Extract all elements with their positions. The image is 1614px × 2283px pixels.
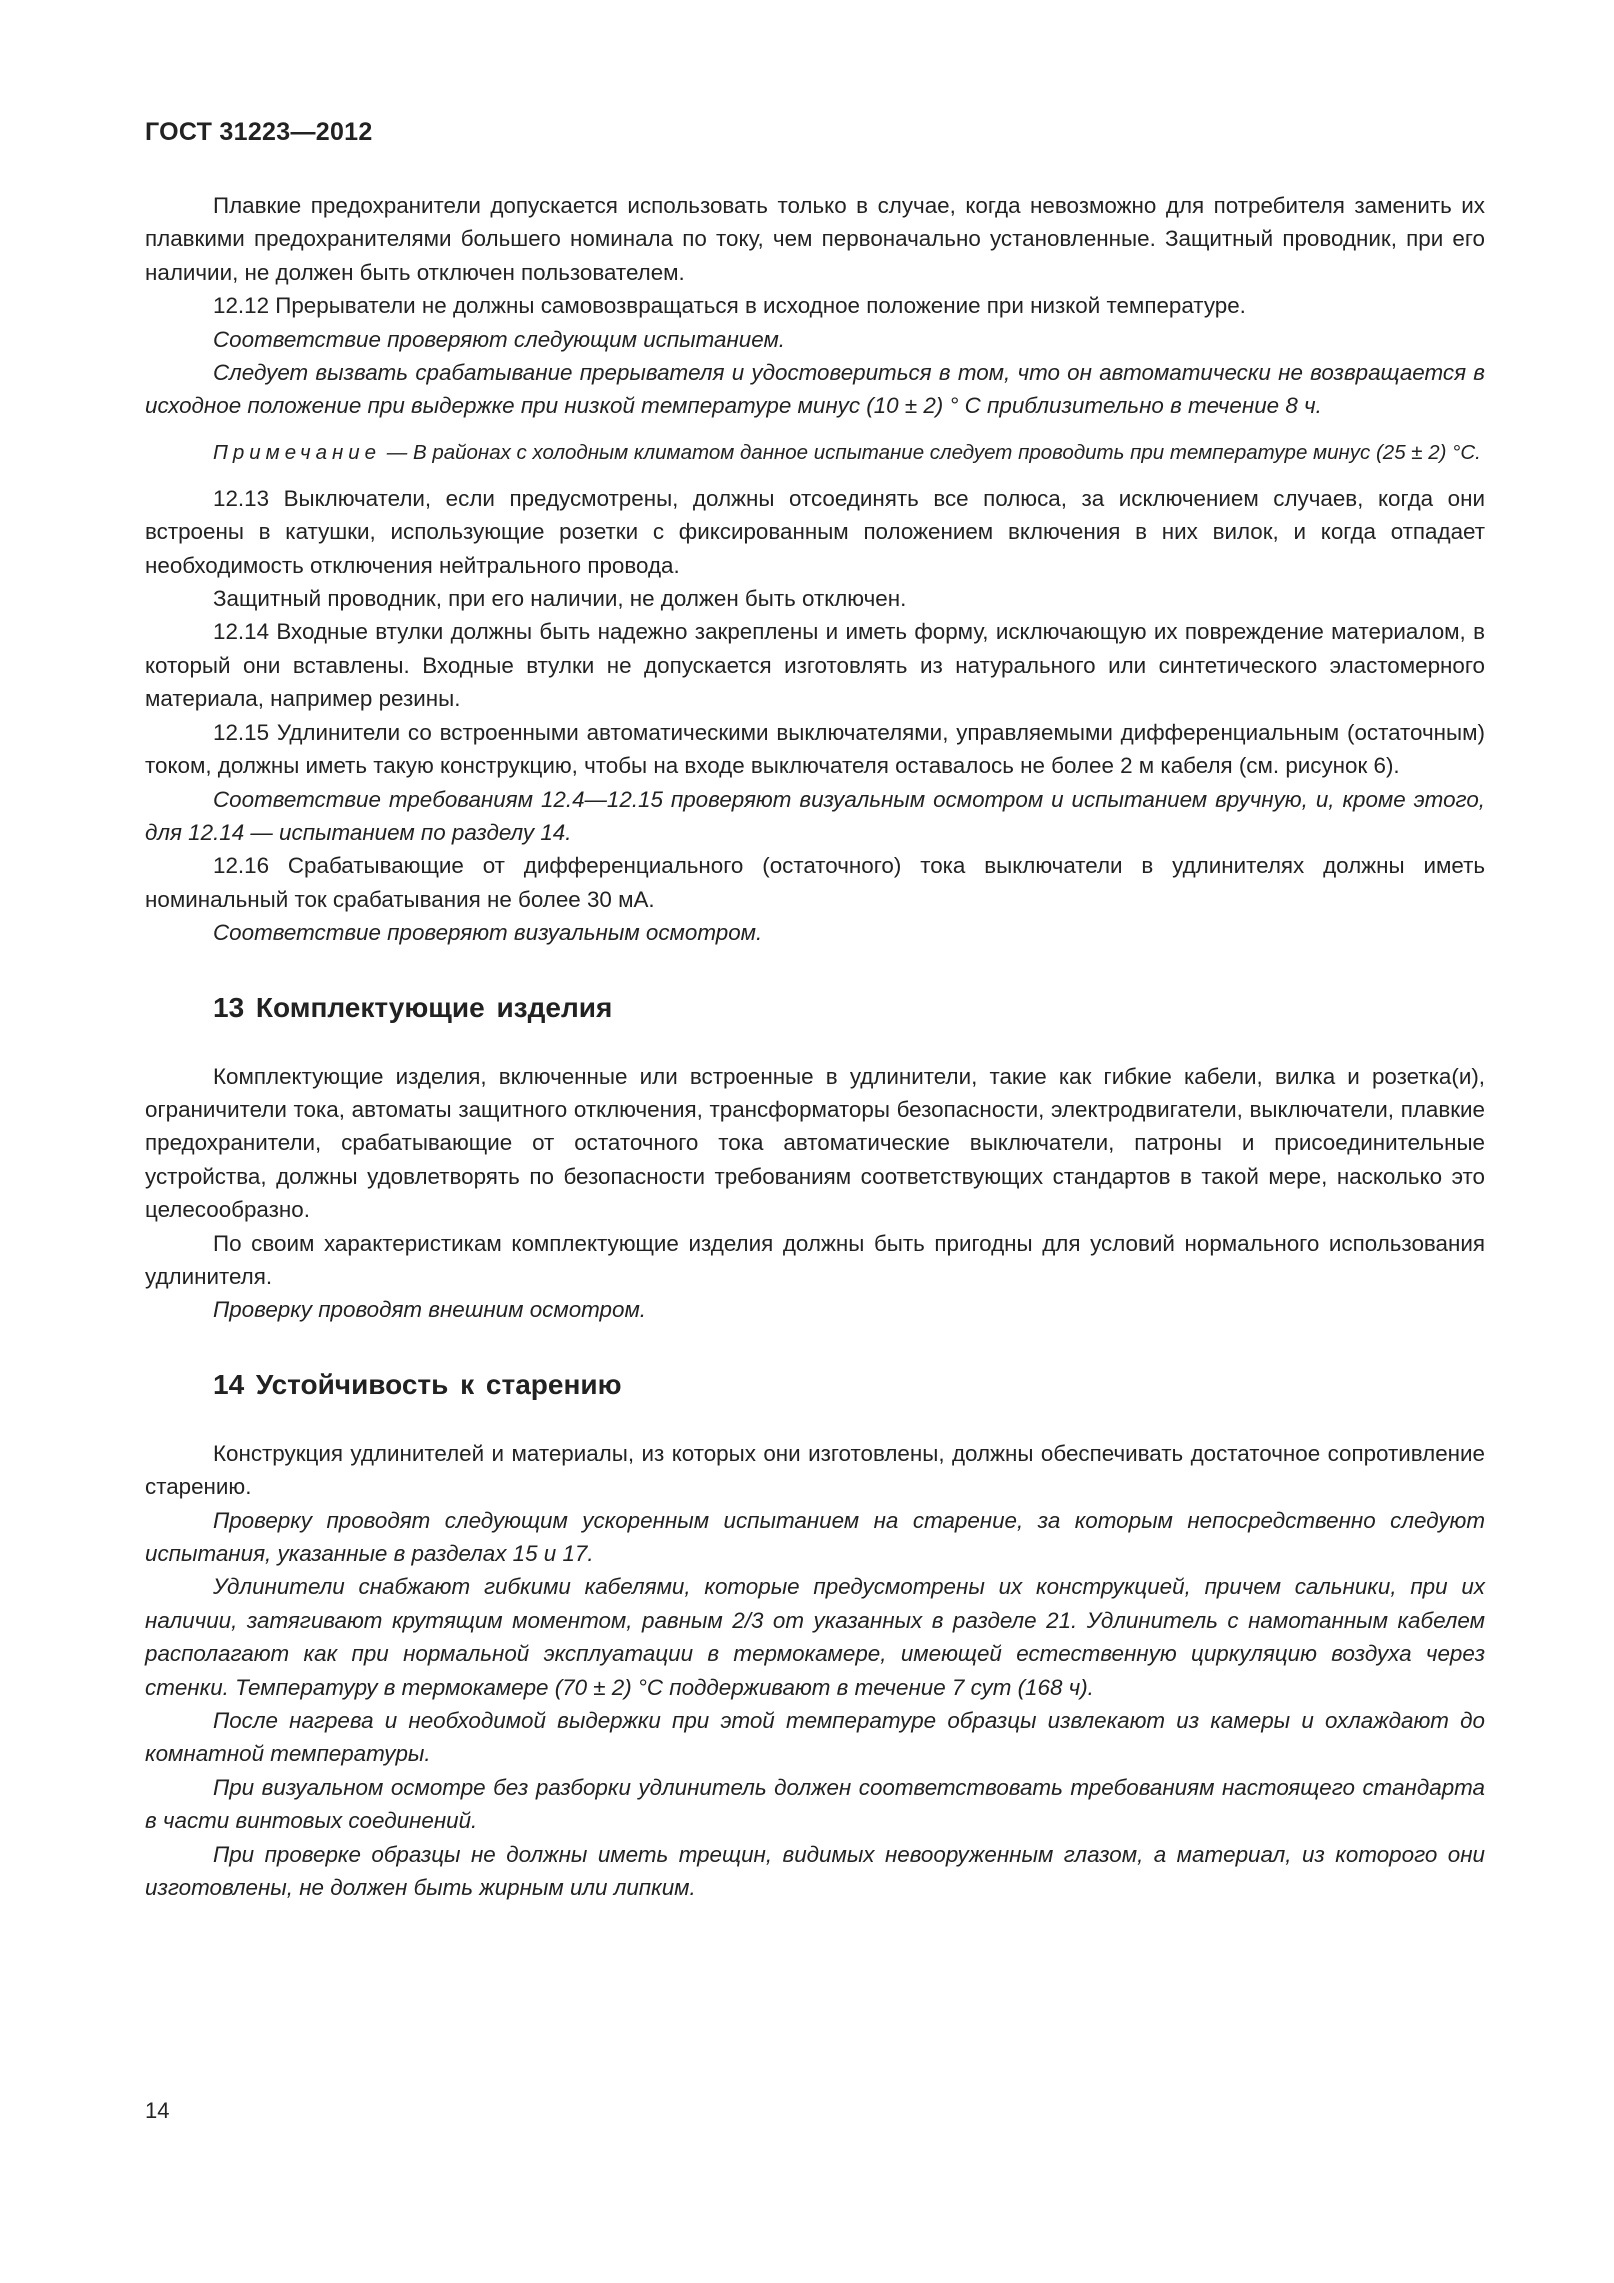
paragraph: Комплектующие изделия, включенные или встроенные в удлинители, такие как гибкие кабели, вилка и розетка(и), ограничители тока, автоматы защитного отключения, трансформаторы безопасности, электродвигатели, выключатели, плавкие предохранители, срабатывающие от остаточного тока автоматические выключатели, патроны и присоединительные устройства, должны удовлетворять по безопасности требованиям соответствующих стандартов в такой мере, насколько это целесообразно. (145, 1063, 1485, 1223)
paragraph: 12.14 Входные втулки должны быть надежно закреплены и иметь форму, исключающую их повреждение материалом, в который они вставлены. Входные втулки не допускается изготовлять из натурального или синтетического эластомерного материала, например резины. (145, 619, 1485, 712)
section-14-title: 14 Устойчивость к старению (213, 1368, 622, 1400)
paragraph: При визуальном осмотре без разборки удлинитель должен соответствовать требованиям настоящего стандарта в части винтовых соединений. (145, 1774, 1485, 1834)
paragraph: 12.16 Срабатывающие от дифференциального (остаточного) тока выключатели в удлинителях должны иметь номинальный ток срабатывания не более 30 мА. (145, 853, 1485, 912)
section-14-body (145, 1437, 1485, 1905)
paragraphs-top-block (145, 189, 1485, 423)
paragraph: Соответствие требованиям 12.4—12.15 проверяют визуальным осмотром и испытанием вручную, и, кроме этого, для 12.14 — испытанием по разделу 14. (145, 786, 1485, 845)
paragraph: По своим характеристикам комплектующие изделия должны быть пригодны для условий нормального использования удлинителя. (145, 1230, 1485, 1289)
paragraph: Соответствие проверяют визуальным осмотром. (213, 920, 763, 946)
section-13-body (145, 1060, 1485, 1327)
paragraph: Соответствие проверяют следующим испытанием. (213, 326, 786, 352)
document-header: ГОСТ 31223—2012 (145, 118, 373, 146)
paragraph: Удлинители снабжают гибкими кабелями, которые предусмотрены их конструкцией, причем сальники, при их наличии, затягивают крутящим моментом, равным 2/3 от указанных в разделе 21. Удлинитель с намотанным кабелем располагают как при нормальной эксплуатации в термокамере, имеющей естественную циркуляцию воздуха через стенки. Температуру в термокамере (70 ± 2) °С поддерживают в течение 7 сут (168 ч). (145, 1574, 1485, 1700)
paragraph: 12.12 Прерыватели не должны самовозвращаться в исходное положение при низкой температуре. (213, 293, 1246, 319)
page-number: 14 (145, 2098, 170, 2123)
paragraph: Следует вызвать срабатывание прерывателя и удостовериться в том, что он автоматически не возвращается в исходное положение при выдержке при низкой температуре минус (10 ± 2) ° С приблизительно в течение 8 ч. (145, 360, 1485, 419)
paragraph: Защитный проводник, при его наличии, не должен быть отключен. (213, 586, 907, 612)
paragraph: Конструкция удлинителей и материалы, из которых они изготовлены, должны обеспечивать достаточное сопротивление старению. (145, 1440, 1485, 1500)
section-13-title: 13 Комплектующие изделия (213, 991, 613, 1023)
note (145, 437, 1485, 468)
paragraph: Плавкие предохранители допускается использовать только в случае, когда невозможно для потребителя заменить их плавкими предохранителями большего номинала по току, чем первоначально установленные. Защитный проводник, при его наличии, не должен быть отключен пользователем. (145, 193, 1485, 285)
note-text: — В районах с холодным климатом данное испытание следует проводить при температуре минус (25 ± 2) °С. (381, 440, 1481, 464)
paragraph: При проверке образцы не должны иметь трещин, видимых невооруженным глазом, а материал, из которого они изготовлены, не должен быть жирным или липким. (145, 1841, 1485, 1901)
note-label: Примечание (213, 440, 382, 464)
document-page (145, 118, 1485, 1904)
paragraph: Проверку проводят следующим ускоренным испытанием на старение, за которым непосредственно следуют испытания, указанные в разделах 15 и 17. (145, 1507, 1485, 1566)
paragraph: 12.13 Выключатели, если предусмотрены, должны отсоединять все полюса, за исключением случаев, когда они встроены в катушки, использующие розетки с фиксированным положением включения в них вилок, и когда отпадает необходимость отключения нейтрального провода. (145, 485, 1485, 578)
paragraph: Проверку проводят внешним осмотром. (213, 1297, 647, 1323)
paragraphs-12-block (145, 482, 1485, 950)
paragraph: 12.15 Удлинители со встроенными автоматическими выключателями, управляемыми дифференциальным (остаточным) током, должны иметь такую конструкцию, чтобы на входе выключателя оставалось не более 2 м кабеля (см. рисунок 6). (145, 719, 1485, 779)
paragraph: После нагрева и необходимой выдержки при этой температуре образцы извлекают из камеры и охлаждают до комнатной температуры. (145, 1708, 1485, 1767)
